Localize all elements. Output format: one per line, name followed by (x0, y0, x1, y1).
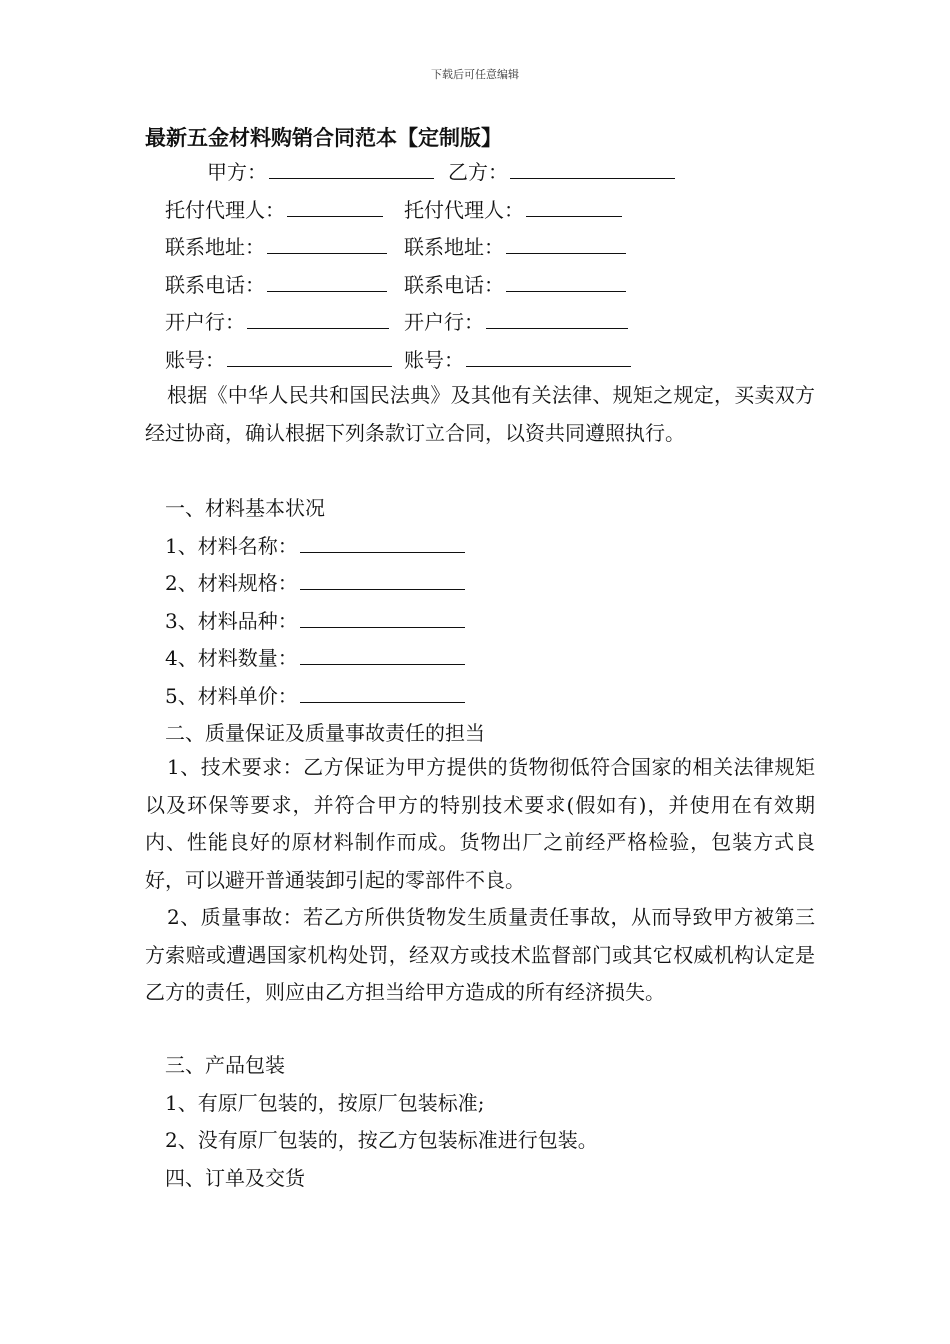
agent-b-line (404, 196, 622, 226)
material-variety-blank[interactable] (300, 609, 465, 628)
phone-b-line (404, 271, 626, 301)
bank-b-line (404, 308, 628, 338)
section4-heading: 四、订单及交货 (165, 1166, 305, 1190)
agent-b-label: 托付代理人： (404, 198, 524, 222)
phone-a-label: 联系电话： (165, 273, 265, 297)
packaging-item-2: 2、没有原厂包装的，按乙方包装标准进行包装。 (165, 1128, 598, 1152)
material-quantity-blank[interactable] (300, 646, 465, 665)
agent-b-blank[interactable] (526, 198, 622, 217)
bank-b-label: 开户行： (404, 310, 484, 334)
material-item-1 (165, 532, 465, 562)
material-item-3 (165, 607, 465, 637)
address-a-blank[interactable] (267, 235, 387, 254)
intro-paragraph: 根据《中华人民共和国民法典》及其他有关法律、规矩之规定，买卖双方经过协商，确认根据下列条款订立合同，以资共同遵照执行。 (145, 383, 815, 445)
tech-requirements-paragraph: 1、技术要求：乙方保证为甲方提供的货物彻低符合国家的相关法律规矩以及环保等要求，并符合甲方的特别技术要求(假如有)，并使用在有效期内、性能良好的原材料制作而成。货物出厂之前经严格检验，包装方式良好，可以避开普通装卸引起的零部件不良。 (145, 755, 815, 892)
agent-a-label: 托付代理人： (165, 198, 285, 222)
agent-a-blank[interactable] (287, 198, 383, 217)
bank-a-blank[interactable] (247, 310, 389, 329)
party-a-blank[interactable] (269, 160, 434, 179)
account-a-label: 账号： (165, 348, 225, 372)
quality-accident-paragraph: 2、质量事故：若乙方所供货物发生质量责任事故，从而导致甲方被第三方索赔或遭遇国家机构处罚，经双方或技术监督部门或其它权威机构认定是乙方的责任，则应由乙方担当给甲方造成的所有经济损失。 (145, 905, 815, 1004)
packaging-item-1: 1、有原厂包装的，按原厂包装标准; (165, 1091, 485, 1115)
party-b-blank[interactable] (510, 160, 675, 179)
material-name-blank[interactable] (300, 534, 465, 553)
party-b-label: 乙方： (448, 160, 508, 184)
material-item-label: 2、材料规格： (165, 571, 298, 595)
header-note: 下载后可任意编辑 (431, 68, 519, 81)
bank-a-label: 开户行： (165, 310, 245, 334)
material-item-label: 1、材料名称： (165, 534, 298, 558)
section3-heading: 三、产品包装 (165, 1053, 285, 1077)
account-b-line (404, 346, 631, 376)
account-b-label: 账号： (404, 348, 464, 372)
agent-a-line (165, 196, 383, 226)
phone-b-label: 联系电话： (404, 273, 504, 297)
material-item-label: 4、材料数量： (165, 646, 298, 670)
address-b-label: 联系地址： (404, 235, 504, 259)
document-title: 最新五金材料购销合同范本【定制版】 (145, 125, 502, 150)
address-a-line (165, 233, 387, 263)
party-a-line (207, 158, 434, 188)
party-a-label: 甲方： (207, 160, 267, 184)
phone-b-blank[interactable] (506, 273, 626, 292)
bank-b-blank[interactable] (486, 310, 628, 329)
material-item-label: 5、材料单价： (165, 684, 298, 708)
material-item-5 (165, 682, 465, 712)
phone-a-blank[interactable] (267, 273, 387, 292)
bank-a-line (165, 308, 389, 338)
address-b-line (404, 233, 626, 263)
material-item-2 (165, 569, 465, 599)
material-price-blank[interactable] (300, 684, 465, 703)
party-b-line (448, 158, 675, 188)
account-b-blank[interactable] (466, 348, 631, 367)
material-item-4 (165, 644, 465, 674)
address-b-blank[interactable] (506, 235, 626, 254)
account-a-blank[interactable] (227, 348, 392, 367)
section1-heading: 一、材料基本状况 (165, 496, 325, 520)
phone-a-line (165, 271, 387, 301)
account-a-line (165, 346, 392, 376)
address-a-label: 联系地址： (165, 235, 265, 259)
material-item-label: 3、材料品种： (165, 609, 298, 633)
section2-heading: 二、质量保证及质量事故责任的担当 (165, 721, 485, 745)
material-spec-blank[interactable] (300, 571, 465, 590)
